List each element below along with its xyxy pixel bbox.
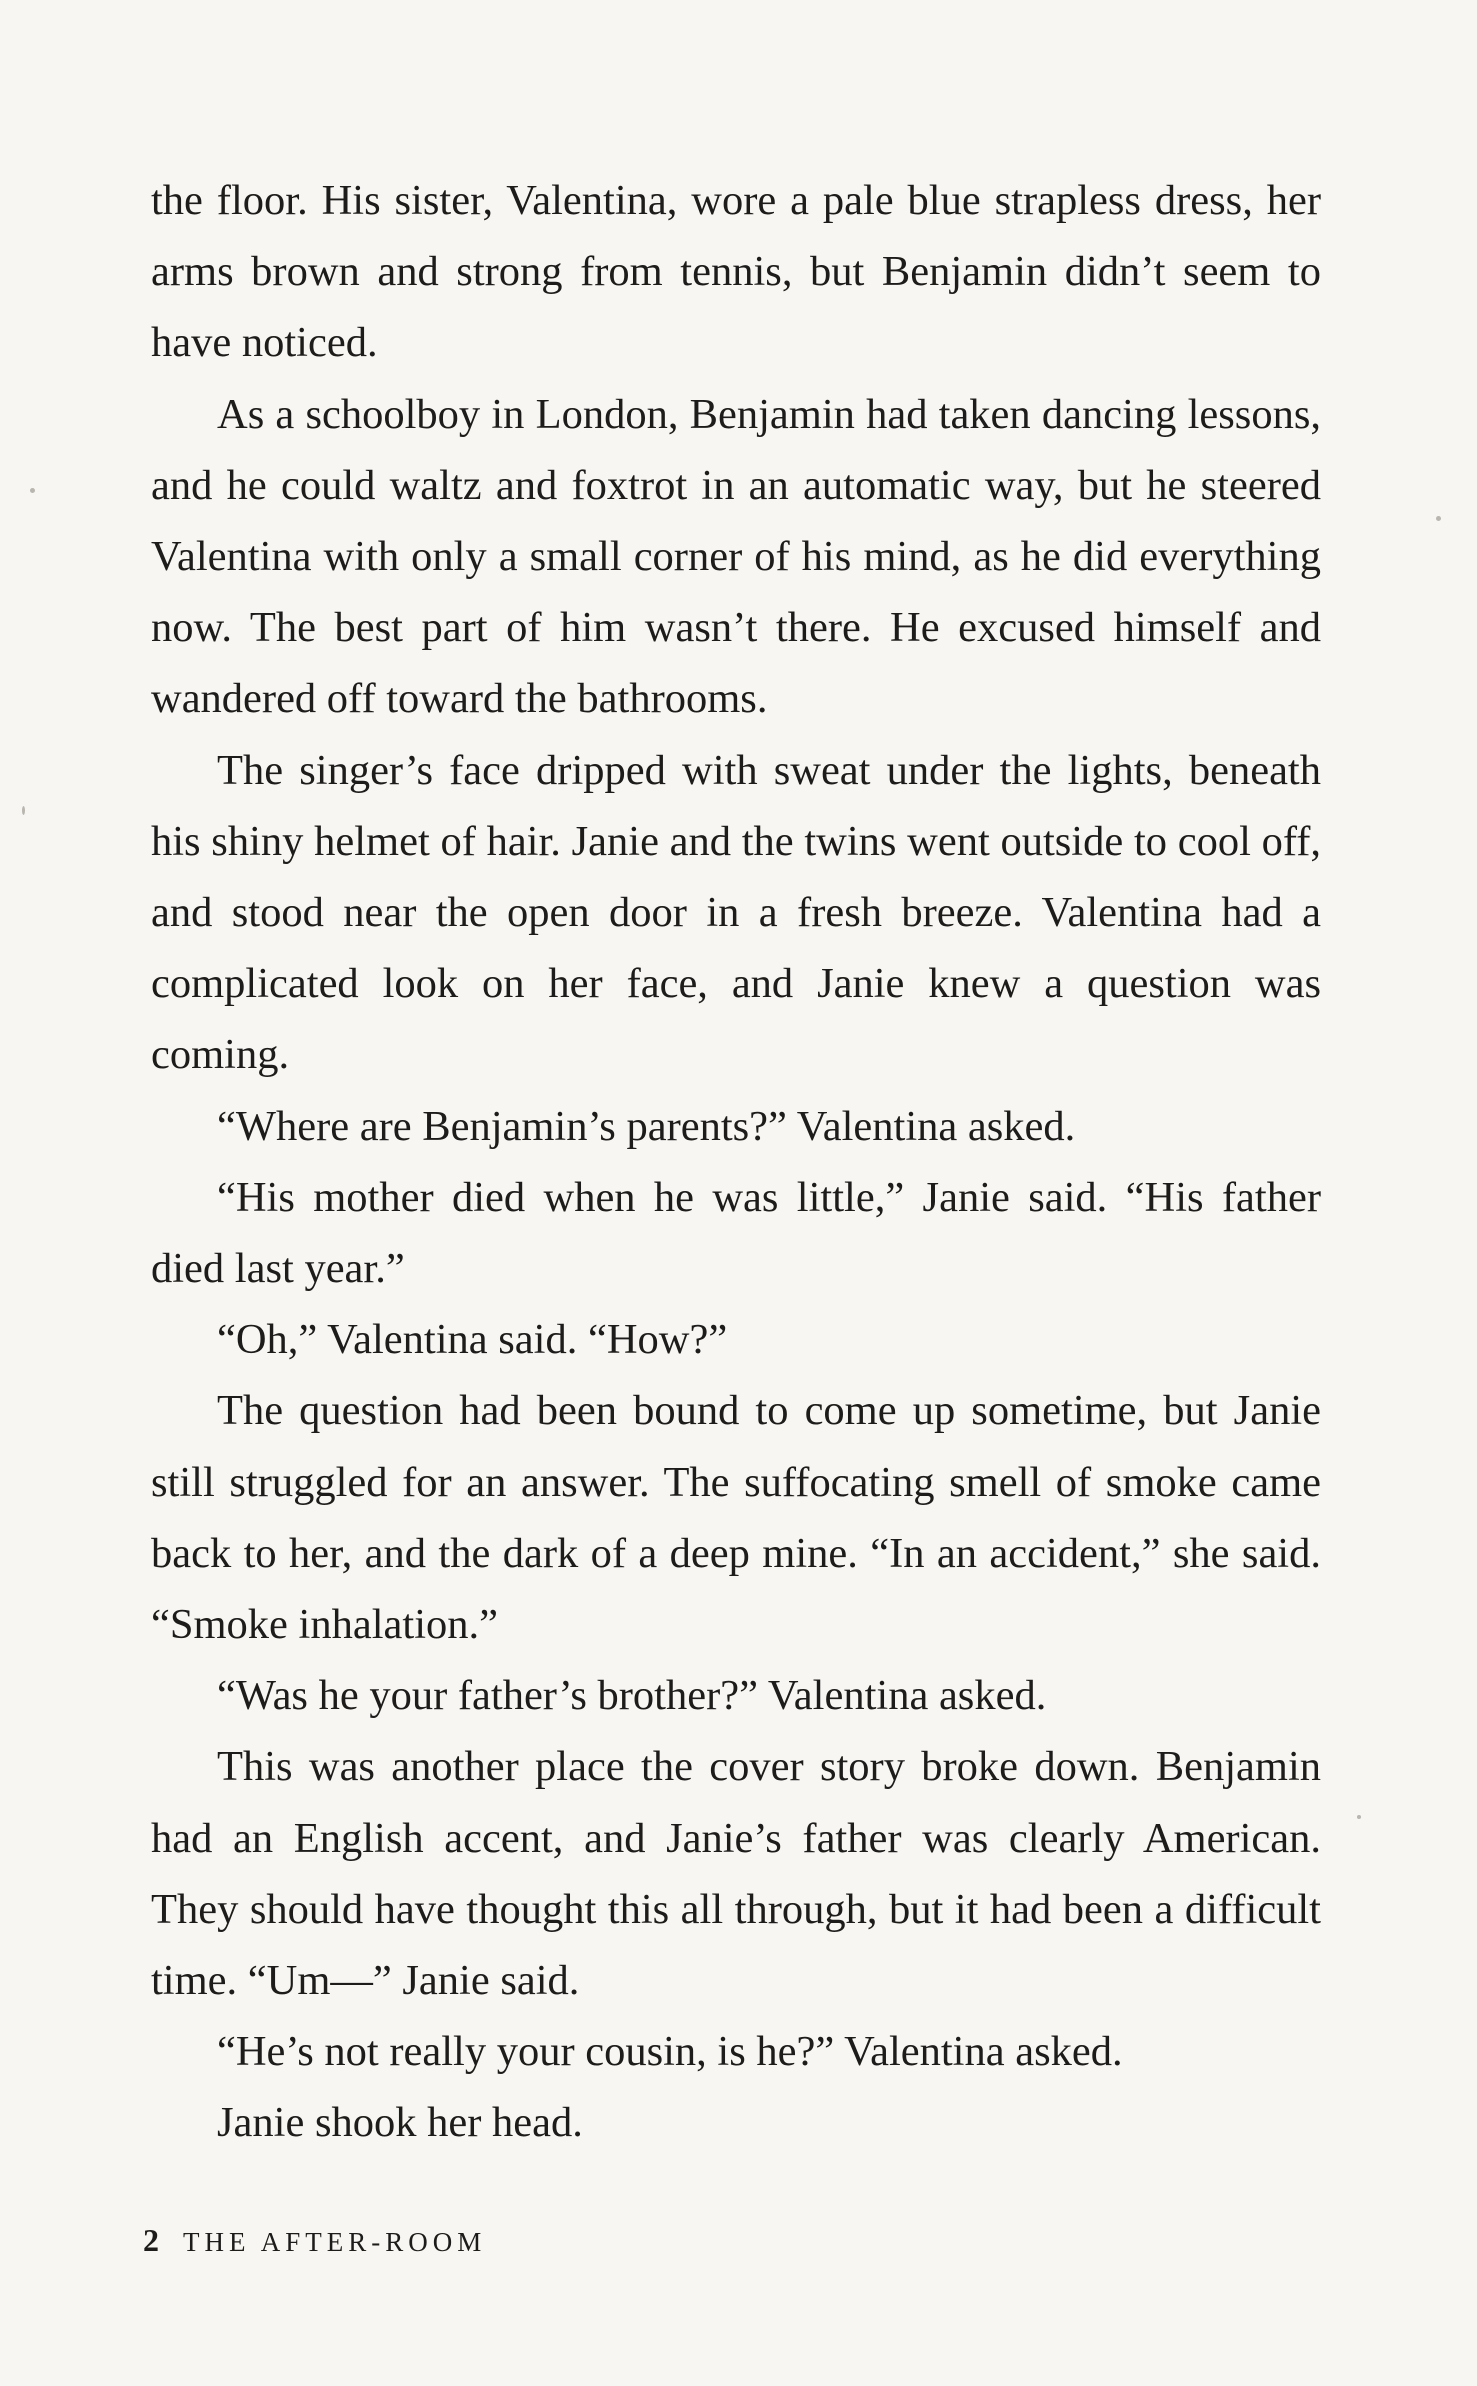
paragraph: “His mother died when he was little,” Janie said. “His father died last year.” bbox=[151, 1173, 1321, 1293]
scan-speck bbox=[1357, 1815, 1361, 1819]
paragraph: The question had been bound to come up sometime, but Janie still struggled for an answer. The suffocating smell of smoke came back to her, and the dark of a deep mine. “In an accident,” she said. “Smoke inhalation.” bbox=[151, 1387, 1321, 1649]
scan-speck bbox=[1436, 516, 1441, 521]
page-footer bbox=[143, 2222, 486, 2259]
paragraph: This was another place the cover story broke down. Benjamin had an English accent, and Janie’s father was clearly American. They should have thought this all through, but it had been a difficult time. “Um—” Janie said. bbox=[151, 1743, 1321, 2005]
paragraph: As a schoolboy in London, Benjamin had taken dancing lessons, and he could waltz and foxtrot in an automatic way, but he steered Valentina with only a small corner of his mind, as he did everything now. The best part of him wasn’t there. He excused himself and wandered off toward the bathrooms. bbox=[151, 390, 1321, 723]
paragraph: “Where are Benjamin’s parents?” Valentina asked. bbox=[217, 1102, 1076, 1150]
paragraph: “Was he your father’s brother?” Valentina asked. bbox=[217, 1672, 1047, 1720]
paragraph: Janie shook her head. bbox=[217, 2099, 583, 2147]
scan-speck bbox=[30, 488, 35, 493]
body-text bbox=[151, 165, 1321, 2159]
paragraph: The singer’s face dripped with sweat under the lights, beneath his shiny helmet of hair. Janie and the twins went outside to cool off, and stood near the open door in a fresh breeze. Valentina had a complicated look on her face, and Janie knew a question was coming. bbox=[151, 746, 1321, 1079]
paragraph: the floor. His sister, Valentina, wore a pale blue strapless dress, her arms brown and strong from tennis, but Benjamin didn’t seem to have noticed. bbox=[151, 177, 1321, 367]
page-number: 2 bbox=[143, 2222, 159, 2258]
paragraph: “He’s not really your cousin, is he?” Valentina asked. bbox=[217, 2028, 1123, 2076]
paragraph: “Oh,” Valentina said. “How?” bbox=[217, 1316, 728, 1364]
scan-speck bbox=[22, 806, 25, 815]
running-head: THE AFTER-ROOM bbox=[183, 2227, 487, 2257]
